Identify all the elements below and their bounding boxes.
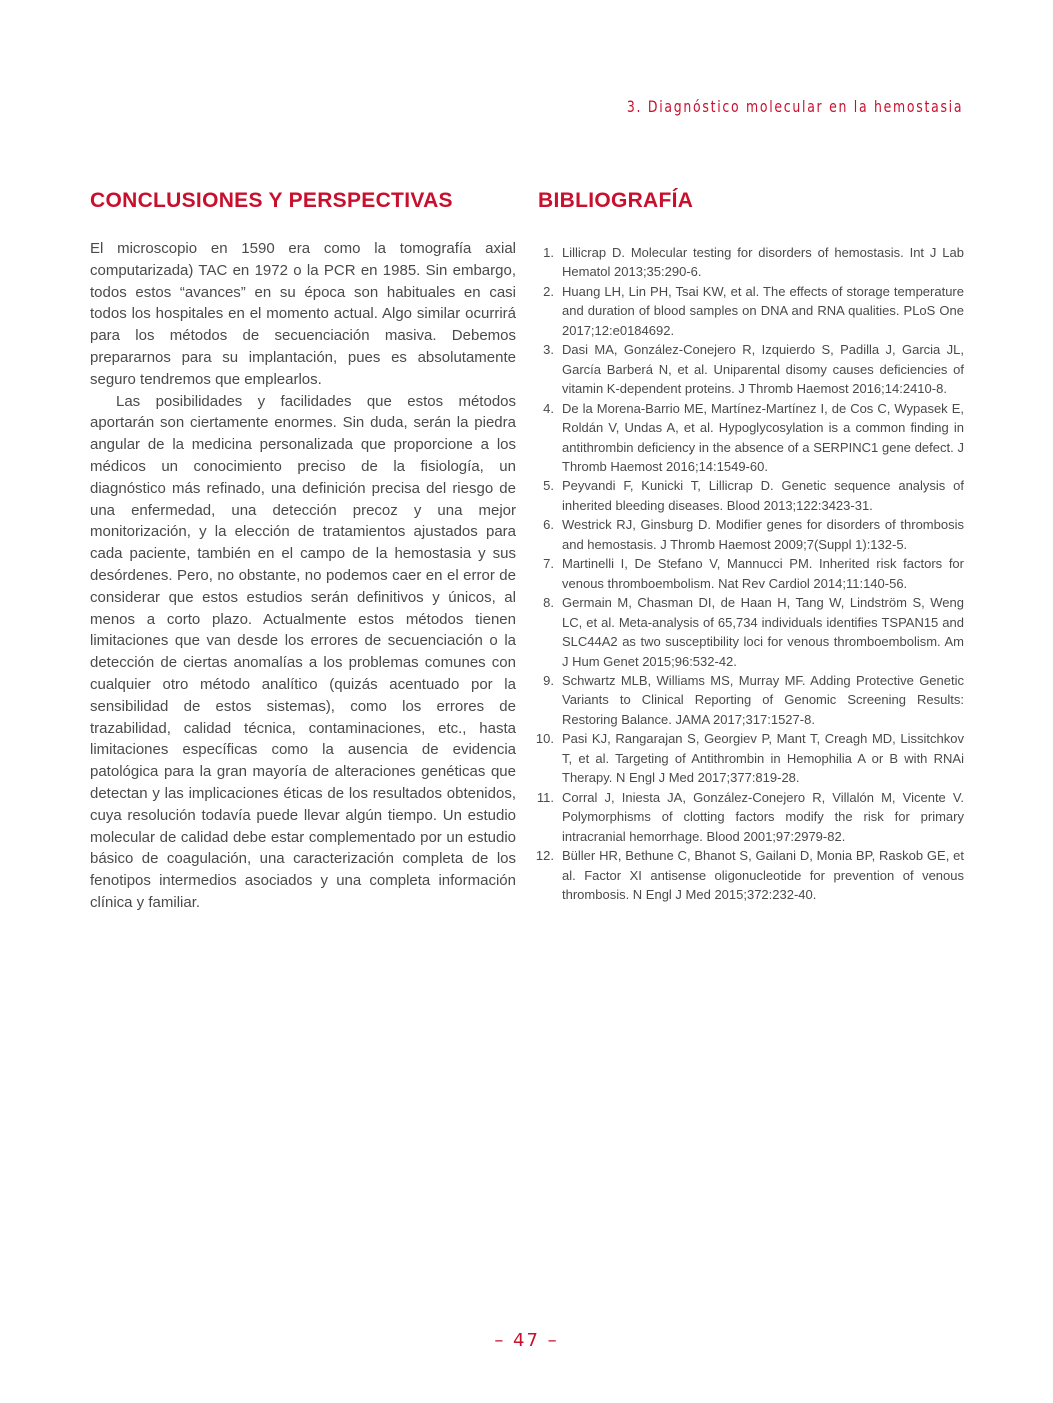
reference-number: 3.: [543, 342, 554, 358]
conclusions-body: [90, 238, 516, 914]
reference-number: 10.: [535, 731, 554, 747]
reference-number: 11.: [536, 789, 554, 805]
reference-number: 5.: [543, 478, 554, 494]
bibliography-heading: BIBLIOGRAFÍA: [538, 189, 694, 212]
reference-number: 1.: [543, 245, 554, 260]
reference-list: [535, 243, 964, 904]
reference-item: [538, 554, 964, 593]
conclusions-paragraph-1: El microscopio en 1590 era como la tomografía axial computarizada) TAC en 1972 o la PCR en 1985. Sin embargo, todos estos “avances” en su época son habituales en casi todos los hospitales en el momento actual. Algo similar ocurrirá para los métodos de secuenciación masiva. Debemos prepararnos para su implantación, pues es absolutamente seguro tendremos que emplearlos.: [90, 240, 516, 388]
reference-number: 12.: [535, 848, 554, 864]
reference-item: [538, 671, 964, 729]
reference-item: [538, 282, 964, 340]
reference-item: [538, 476, 964, 515]
conclusions-heading: CONCLUSIONES Y PERSPECTIVAS: [90, 189, 453, 212]
reference-text: Martinelli I, De Stefano V, Mannucci PM. Inherited risk factors for venous thromboembolism. Nat Rev Cardiol 2014;11:140-56.: [562, 556, 964, 591]
reference-text: Lillicrap D. Molecular testing for disorders of hemostasis. Int J Lab Hematol 2013;35:290-6.: [562, 245, 964, 280]
reference-number: 4.: [543, 400, 554, 416]
conclusions-paragraph-2: Las posibilidades y facilidades que estos métodos aportarán son ciertamente enormes. Sin duda, serán la piedra angular de la medicina personalizada que proporcione a los médicos un conocimiento preciso de la fisiología, un diagnóstico más refinado, una definición precisa del riesgo de una enfermedad, una detección precoz y una mejor monitorización, y la elección de tratamientos ajustados para cada paciente, también en el campo de la hemostasia y sus desórdenes. Pero, no obstante, no podemos caer en el error de considerar que estos estudios serán definitivos y únicos, al menos a corto plazo. Actualmente estos métodos tienen limitaciones que van desde los errores de secuenciación o la detección de ciertas anomalías a los problemas comunes con cualquier otro método analítico (quizás acentuado por la sensibilidad de estos sistemas), como los errores de trazabilidad, calidad técnica, contaminaciones, etc., hasta limitaciones específicas como la ausencia de evidencia patológica para la gran mayoría de alteraciones genéticas que detectan y las implicaciones éticas de los resultados obtenidos, cuya resolución todavía puede llevar algún tiempo. Un estudio molecular de calidad debe estar complementado por un estudio básico de coagulación, una caracterización completa de los fenotipos intermedios asociados y una completa información clínica y familiar.: [90, 392, 516, 911]
reference-text: Dasi MA, González-Conejero R, Izquierdo S, Padilla J, Garcia JL, García Barberá N, et al. Uniparental disomy causes deficiencies of vitamin K-dependent proteins. J Thromb Haemost 2016;14:2410-8.: [562, 342, 964, 397]
reference-item: [538, 243, 964, 282]
reference-item: [538, 340, 964, 398]
reference-item: [538, 399, 964, 477]
reference-text: Pasi KJ, Rangarajan S, Georgiev P, Mant T, Creagh MD, Lissitchkov T, et al. Targeting of Antithrombin in Hemophilia A or B with RNAi Therapy. N Engl J Med 2017;377:819-28.: [562, 731, 964, 786]
reference-number: 2.: [543, 283, 554, 299]
bibliography-section: [535, 188, 964, 902]
reference-number: 6.: [543, 517, 554, 533]
reference-item: [535, 846, 964, 904]
reference-text: Germain M, Chasman DI, de Haan H, Tang W, Lindström S, Weng LC, et al. Meta-analysis of 65,734 individuals identifies TSPAN15 and SLC44A2 as two susceptibility loci for venous thromboembolism. Am J Hum Genet 2015;96:532-42.: [562, 595, 964, 669]
reference-item: [538, 515, 964, 554]
reference-item: [535, 729, 964, 787]
reference-text: Büller HR, Bethune C, Bhanot S, Gailani D, Monia BP, Raskob GE, et al. Factor XI antisense oligonucleotide for prevention of venous thrombosis. N Engl J Med 2015;372:232-40.: [562, 848, 964, 902]
page-number: – 47 –: [494, 1330, 559, 1351]
reference-text: Westrick RJ, Ginsburg D. Modifier genes for disorders of thrombosis and hemostasis. J Thromb Haemost 2009;7(Suppl 1):132-5.: [562, 517, 964, 552]
reference-item: [538, 593, 964, 671]
reference-item: [538, 788, 964, 846]
running-header: 3. Diagnóstico molecular en la hemostasia: [626, 97, 963, 116]
reference-text: Peyvandi F, Kunicki T, Lillicrap D. Genetic sequence analysis of inherited bleeding diseases. Blood 2013;122:3423-31.: [562, 478, 964, 513]
reference-text: Schwartz MLB, Williams MS, Murray MF. Adding Protective Genetic Variants to Clinical Reporting of Genomic Screening Results: Restoring Balance. JAMA 2017;317:1527-8.: [562, 672, 964, 727]
reference-text: Huang LH, Lin PH, Tsai KW, et al. The effects of storage temperature and duration of blood samples on DNA and RNA qualities. PLoS One 2017;12:e0184692.: [562, 283, 964, 338]
reference-text: De la Morena-Barrio ME, Martínez-Martínez I, de Cos C, Wypasek E, Roldán V, Undas A, et al. Hypoglycosylation is a common finding in antithrombin deficiency in the absence of a SERPINC1 gene defect. J Thromb Haemost 2016;14:1549-60.: [562, 400, 964, 474]
reference-number: 9.: [543, 672, 554, 688]
reference-number: 8.: [543, 595, 554, 611]
reference-number: 7.: [543, 556, 554, 572]
reference-text: Corral J, Iniesta JA, González-Conejero R, Villalón M, Vicente V. Polymorphisms of clotting factors modify the risk for primary intracranial hemorrhage. Blood 2001;97:2979-82.: [562, 789, 964, 844]
conclusions-section: [90, 188, 516, 914]
